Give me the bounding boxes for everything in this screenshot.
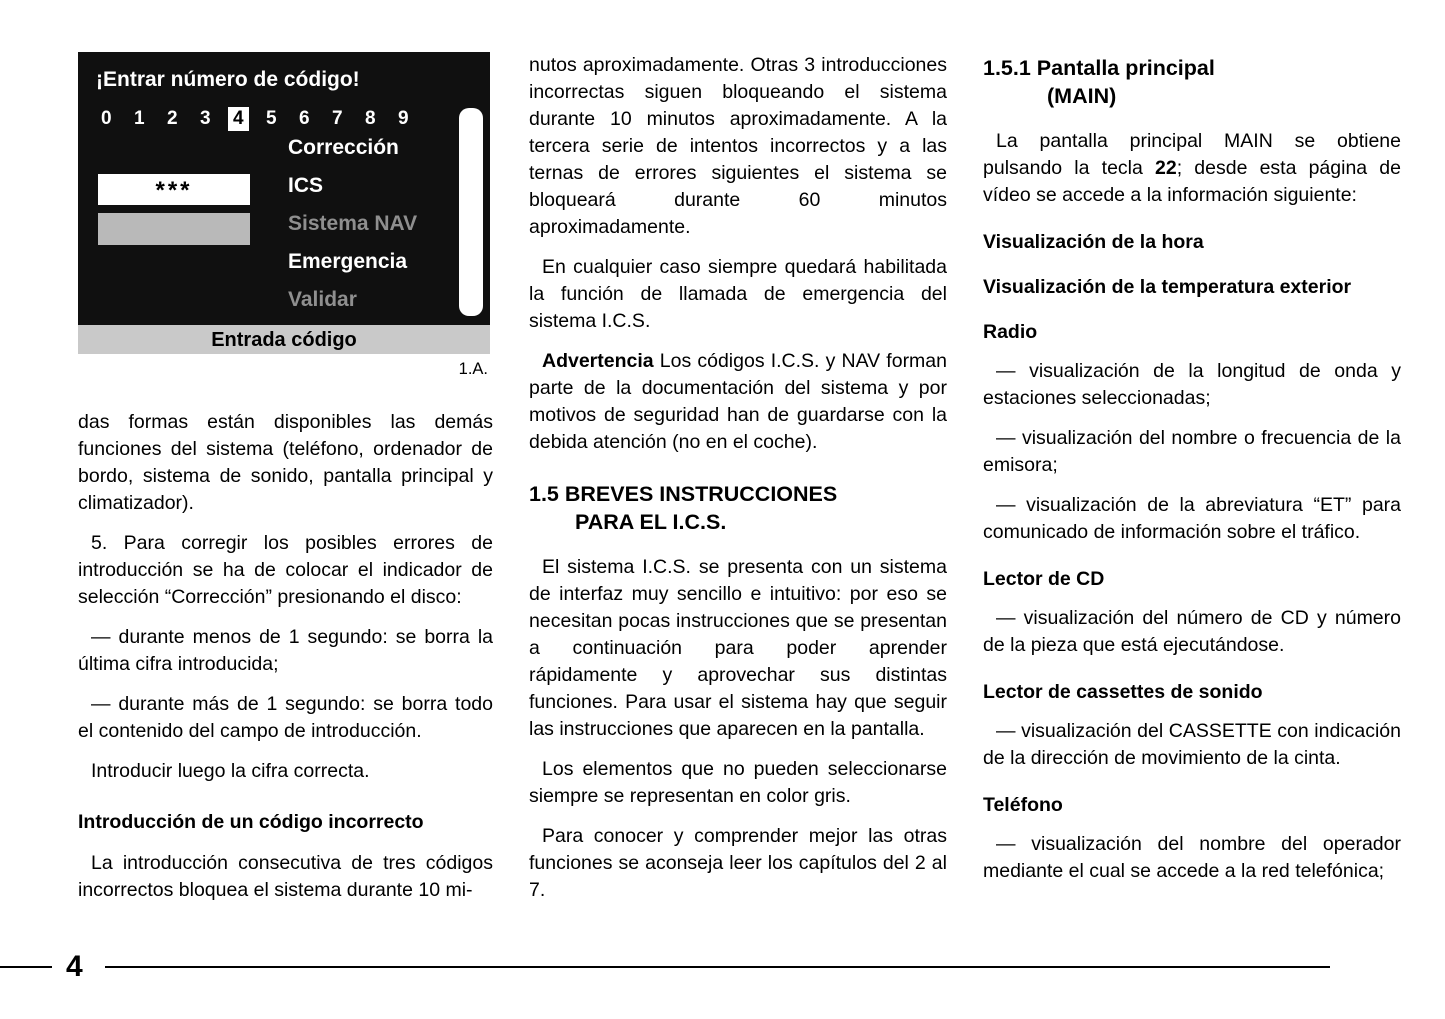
paragraph-intro: La pantalla principal MAIN se obtiene pulsando la tecla 22; desde esta página de vídeo se accede a la información siguiente: — [983, 130, 1401, 206]
digit-5: 5 — [266, 108, 277, 129]
subsection-heading: Introducción de un código incorrecto — [78, 811, 424, 833]
paragraph: Los elementos que no pueden seleccionarse siempre se representan en color gris. — [529, 758, 947, 807]
digit-4-selected: 4 — [228, 107, 261, 131]
digit-3: 3 — [200, 108, 211, 129]
paragraph-warning: Advertencia Los códigos I.C.S. y NAV forman parte de la documentación del sistema y por motivos de seguridad han de guardarse con la debida atención (no en el coche). — [529, 350, 947, 453]
paragraph: El sistema I.C.S. se presenta con un sistema de interfaz muy sencillo e intuitivo: por eso se necesitan pocas instrucciones que se presentan a continuación para poder aprender rápidamente y aprovechar sus distintas funciones. Para usar el sistema hay que seguir las instrucciones que aparecen en la pantalla. — [529, 556, 947, 740]
menu-item-ics: ICS — [288, 174, 324, 197]
screen-figure — [78, 52, 490, 379]
figure-caption: 1.A. — [458, 360, 488, 378]
paragraph: Para conocer y comprender mejor las otras funciones se aconseja leer los capítulos del 2 al 7. — [529, 825, 947, 901]
list-item: — visualización del nombre del operador mediante el cual se accede a la red telefónica; — [983, 833, 1401, 882]
digit-9: 9 — [398, 108, 409, 129]
subsection-heading: Teléfono — [983, 794, 1063, 816]
column-left — [78, 52, 493, 917]
digit-8: 8 — [365, 108, 376, 129]
list-item: — visualización del nombre o frecuencia de la emisora; — [983, 427, 1401, 476]
subsection-heading: Visualización de la hora — [983, 231, 1204, 253]
column-middle — [529, 52, 947, 917]
screen-title: ¡Entrar número de código! — [96, 68, 360, 91]
code-input-field: *** — [98, 174, 250, 205]
scrollbar-indicator — [459, 108, 483, 316]
empty-gray-field — [98, 213, 250, 245]
footer-rule-right — [105, 966, 1330, 968]
page-number: 4 — [66, 950, 83, 983]
paragraph: 5. Para corregir los posibles errores de introducción se ha de colocar el indicador de selección “Corrección” presionando el disco: — [78, 532, 493, 608]
section-heading-1-5: 1.5 BREVES INSTRUCCIONES PARA EL I.C.S. — [529, 482, 838, 534]
subsection-heading: Lector de cassettes de sonido — [983, 681, 1263, 703]
digit-1: 1 — [134, 108, 145, 129]
menu-item-sistema-nav: Sistema NAV — [288, 212, 418, 235]
list-item: — visualización de la abreviatura “ET” para comunicado de información sobre el tráfico. — [983, 494, 1401, 543]
key-number: 22 — [1155, 157, 1177, 179]
column-right — [983, 52, 1401, 917]
screen-status-bar: Entrada código — [78, 322, 490, 354]
footer-rule-left — [0, 966, 52, 968]
subsection-heading: Visualización de la temperatura exterior — [983, 276, 1352, 298]
subsection-heading: Lector de CD — [983, 568, 1105, 590]
digit-0: 0 — [101, 108, 112, 129]
warning-label: Advertencia — [542, 350, 654, 372]
menu-item-emergencia: Emergencia — [288, 250, 408, 273]
page-footer — [0, 952, 1445, 982]
menu-item-validar: Validar — [288, 288, 357, 311]
list-item: — visualización de la longitud de onda y estaciones seleccionadas; — [983, 360, 1401, 409]
list-item: — durante más de 1 segundo: se borra todo el contenido del campo de introducción. — [78, 693, 493, 742]
paragraph: La introducción consecutiva de tres códigos incorrectos bloquea el sistema durante 10 mi- — [78, 852, 493, 901]
code-entry-screen — [78, 52, 490, 354]
paragraph: nutos aproximadamente. Otras 3 introducciones incorrectas siguen bloqueando el sistema durante 10 minutos aproximadamente. A la tercera serie de intentos incorrectos y a las ternas de errores siguientes el sistema se bloqueará durante 60 minutos aproximadamente. — [529, 54, 947, 238]
paragraph: Introducir luego la cifra correcta. — [91, 760, 370, 782]
digit-2: 2 — [167, 108, 178, 129]
section-number: 1.5 — [529, 482, 559, 506]
menu-item-correccion: Corrección — [288, 136, 399, 159]
subsection-heading: Radio — [983, 321, 1038, 343]
section-number: 1.5.1 — [983, 56, 1031, 80]
list-item: — durante menos de 1 segundo: se borra la última cifra introducida; — [78, 626, 493, 675]
section-heading-1-5-1: 1.5.1 Pantalla principal (MAIN) — [983, 56, 1215, 108]
screen-menu — [288, 136, 417, 326]
paragraph: das formas están disponibles las demás funciones del sistema (teléfono, ordenador de bordo, sistema de sonido, pantalla principal y climatizador). — [78, 411, 493, 514]
digit-row — [96, 107, 426, 131]
digit-7: 7 — [332, 108, 343, 129]
digit-6: 6 — [299, 108, 310, 129]
list-item: — visualización del CASSETTE con indicación de la dirección de movimiento de la cinta. — [983, 720, 1401, 769]
list-item: — visualización del número de CD y número de la pieza que está ejecutándose. — [983, 607, 1401, 656]
paragraph: En cualquier caso siempre quedará habilitada la función de llamada de emergencia del sistema I.C.S. — [529, 256, 947, 332]
